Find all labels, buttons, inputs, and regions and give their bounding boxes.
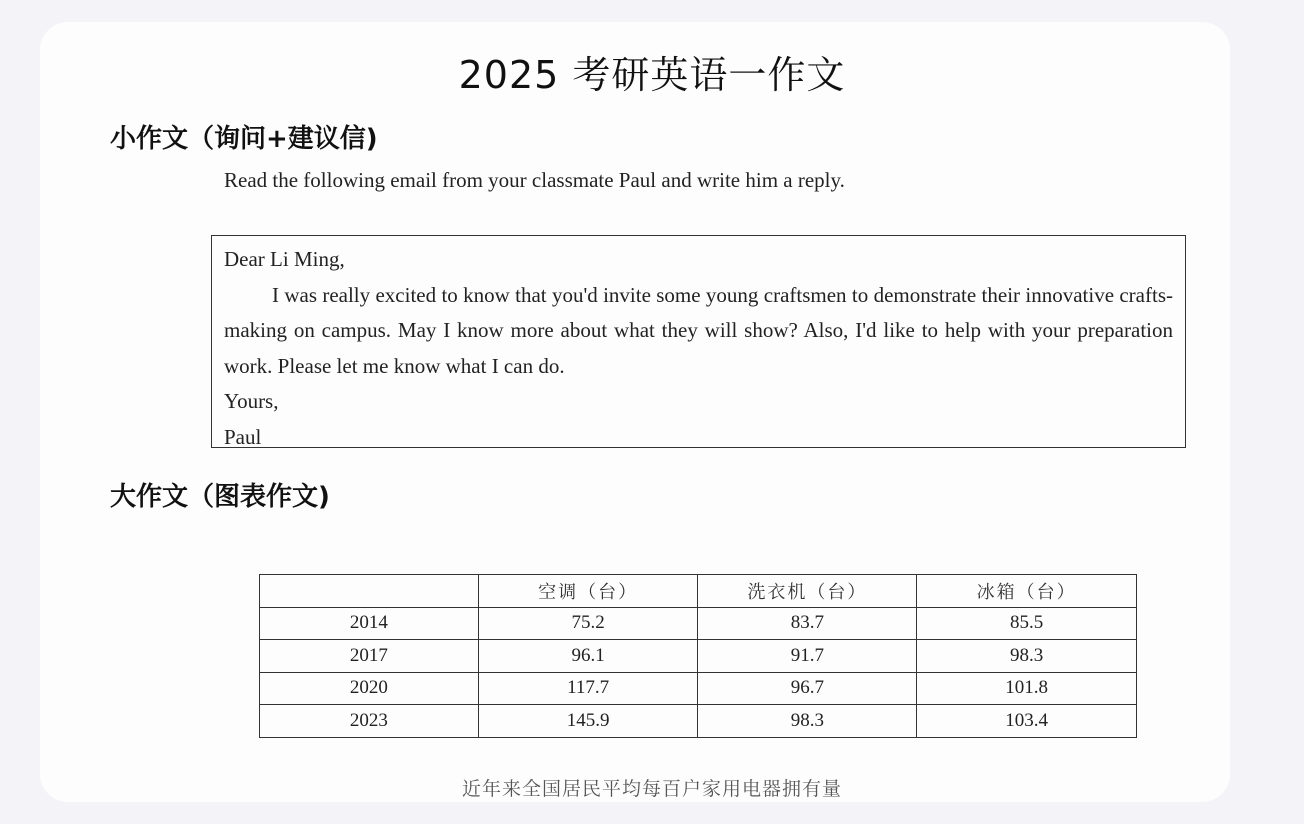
table-header-cell: 冰箱（台） <box>917 575 1137 608</box>
table-header-cell <box>260 575 479 608</box>
table-cell: 145.9 <box>478 705 698 738</box>
big-essay-heading: 大作文（图表作文) <box>110 482 330 512</box>
email-body: I was really excited to know that you'd invite some young craftsmen to demonstrate their innovative crafts-making on campus. May I know more about what they will show? Also, I'd like to help with your preparation work. Please let me know what I can do. <box>224 282 1173 378</box>
small-essay-instruction: Read the following email from your classmate Paul and write him a reply. <box>224 168 845 192</box>
table-cell: 2014 <box>260 607 479 640</box>
table-caption: 近年来全国居民平均每百户家用电器拥有量 <box>461 778 842 800</box>
email-salutation: Dear Li Ming, <box>224 247 345 271</box>
table-cell: 85.5 <box>917 607 1137 640</box>
table-row <box>260 607 1137 640</box>
table-header-cell: 空调（台） <box>478 575 698 608</box>
appliance-table <box>259 574 1137 738</box>
table-header-cell: 洗衣机（台） <box>698 575 917 608</box>
table-cell: 103.4 <box>917 705 1137 738</box>
table-cell: 75.2 <box>478 607 698 640</box>
table-cell: 2020 <box>260 672 479 705</box>
email-signature: Paul <box>224 424 262 449</box>
table-row <box>260 705 1137 738</box>
table-cell: 96.1 <box>478 640 698 673</box>
table-cell: 2017 <box>260 640 479 673</box>
table-cell: 98.3 <box>698 705 917 738</box>
table-row <box>260 640 1137 673</box>
small-essay-heading: 小作文（询问+建议信) <box>110 124 378 154</box>
table-cell: 83.7 <box>698 607 917 640</box>
table-cell: 96.7 <box>698 672 917 705</box>
table-cell: 98.3 <box>917 640 1137 673</box>
email-box <box>211 235 1186 448</box>
table-cell: 101.8 <box>917 672 1137 705</box>
table-cell: 91.7 <box>698 640 917 673</box>
table-cell: 2023 <box>260 705 479 738</box>
page-title: 2025 考研英语一作文 <box>458 53 846 97</box>
table-header-row <box>260 575 1137 608</box>
table-row <box>260 672 1137 705</box>
table-cell: 117.7 <box>478 672 698 705</box>
email-closing: Yours, <box>224 389 279 413</box>
